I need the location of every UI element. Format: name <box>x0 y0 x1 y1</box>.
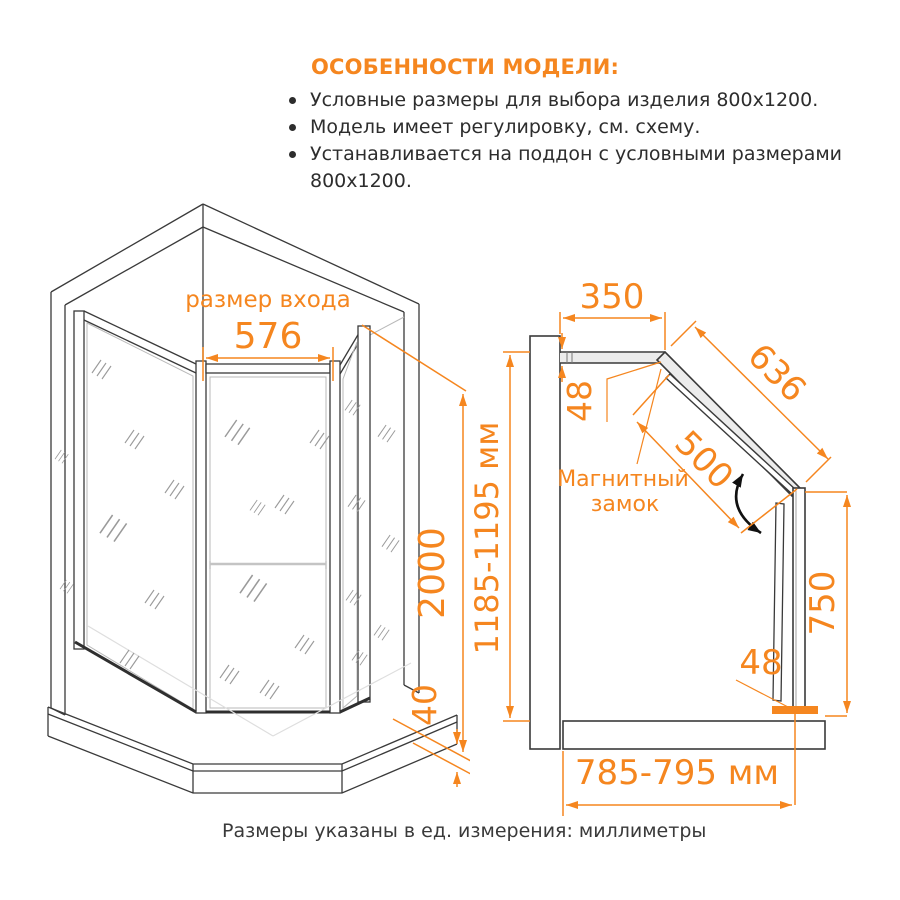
iso-glass-edges <box>87 323 357 709</box>
side-panel-label: 750 <box>803 570 843 636</box>
list-item <box>287 87 847 114</box>
bullet-icon <box>287 141 310 195</box>
iso-enclosure <box>74 311 404 713</box>
entrance-width-label: 576 <box>233 316 303 357</box>
iso-drawing <box>30 195 470 810</box>
plan-wall <box>530 336 560 749</box>
features-list <box>287 87 847 195</box>
door-width-label: 500 <box>666 423 741 498</box>
top-offset-label: 350 <box>579 277 645 317</box>
towel-bar <box>210 561 326 569</box>
feature-text: Устанавливается на поддон с условными размерами 800x1200. <box>310 143 843 192</box>
magnet-lock-label-2: замок <box>590 492 660 517</box>
magnet-lock-label-1: Магнитный <box>557 467 689 492</box>
bullet-icon <box>287 114 310 141</box>
bullet-icon <box>287 87 310 114</box>
list-item <box>287 114 847 141</box>
feature-text: Условные размеры для выбора изделия 800x1200. <box>310 89 819 111</box>
tray-height-label: 40 <box>405 684 444 726</box>
features-title: ОСОБЕННОСТИ МОДЕЛИ: <box>311 55 620 79</box>
glass-hatching <box>55 360 399 699</box>
adjustment-profile <box>772 706 818 714</box>
entrance-caption-label: размер входа <box>185 287 351 313</box>
bottom-profile-label: 48 <box>739 643 783 683</box>
depth-range-label: 1185-1195 мм <box>468 421 506 655</box>
units-note: Размеры указаны в ед. измерения: миллиметры <box>222 820 707 842</box>
list-item <box>287 141 847 195</box>
top-profile-label: 48 <box>560 380 599 422</box>
width-range-label: 785-795 мм <box>574 753 780 793</box>
plan-drawing <box>455 270 900 830</box>
features-block <box>287 55 865 195</box>
plan-tray <box>563 721 825 749</box>
door-swing-arrow <box>736 474 761 533</box>
height-label: 2000 <box>412 527 453 619</box>
diagonal-label: 636 <box>739 336 814 411</box>
feature-text: Модель имеет регулировку, см. схему. <box>310 116 701 138</box>
plan-top-panel-glass <box>560 353 665 363</box>
